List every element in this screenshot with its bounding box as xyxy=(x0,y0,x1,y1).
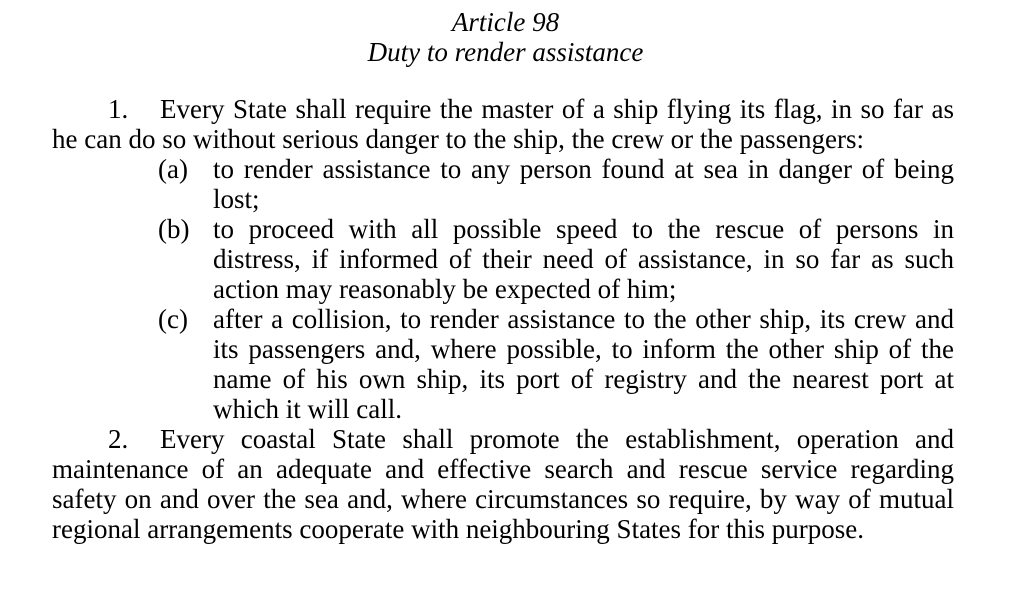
paragraph-2 xyxy=(52,424,954,544)
item-label: (a) xyxy=(158,154,188,184)
item-label: (b) xyxy=(158,214,190,244)
paragraph-1 xyxy=(52,94,954,154)
paragraph-text: Every coastal State shall promote the establishment, operation and maintenance of an adequate and effective search and rescue service regarding safety on and over the sea and, where circumstances so require, by way of mutual regional arrangements cooperate with neighbouring States for this purpose. xyxy=(52,424,954,544)
item-text: to render assistance to any person found at sea in danger of being lost; xyxy=(213,154,954,214)
item-text: to proceed with all possible speed to the rescue of persons in distress, if informed of their need of assistance, in so far as such action may reasonably be expected of him; xyxy=(213,214,954,304)
list-item-c xyxy=(52,304,954,424)
list-item-a xyxy=(52,154,954,214)
article-number: Article 98 xyxy=(451,7,560,37)
paragraph-number: 2. xyxy=(108,424,129,454)
article-body xyxy=(52,94,954,544)
paragraph-number: 1. xyxy=(108,94,129,124)
item-label: (c) xyxy=(158,304,188,334)
paragraph-text: Every State shall require the master of a ship flying its flag, in so far as he can do so without serious danger to the ship, the crew or the passengers: xyxy=(52,94,954,154)
article-title: Duty to render assistance xyxy=(367,37,644,67)
item-text: after a collision, to render assistance to the other ship, its crew and its passengers and, where possible, to inform the other ship of the name of his own ship, its port of registry and the nearest port at which it will call. xyxy=(213,304,954,424)
list-item-b xyxy=(52,214,954,304)
